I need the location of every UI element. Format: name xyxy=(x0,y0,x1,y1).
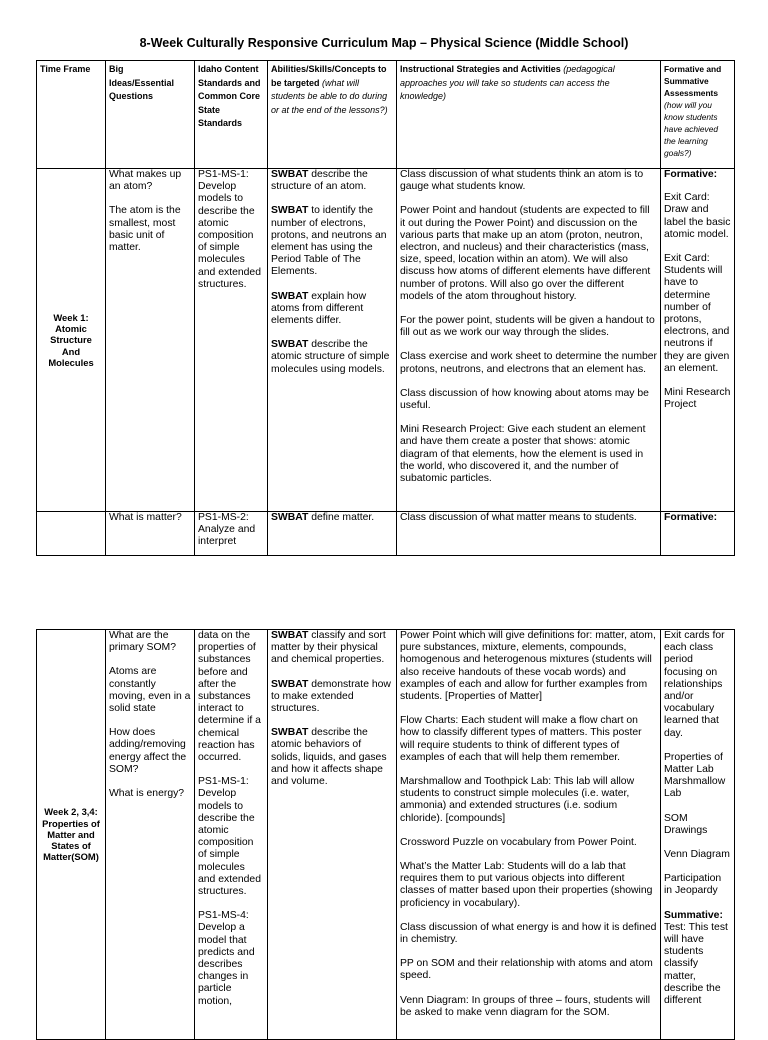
assessment-item: Exit Card: Draw and label the basic atomic model. xyxy=(664,192,731,240)
strategy-item: Class exercise and work sheet to determine the number protons, neutrons, and electrons that an element has. xyxy=(400,351,658,375)
skill-item xyxy=(271,679,393,716)
assessment-item: SOM Drawings xyxy=(664,812,708,836)
swbat-label: SWBAT xyxy=(271,678,309,690)
header-big-ideas-label: Big Ideas/Essential Questions xyxy=(109,64,175,101)
big-idea-item: What makes up an atom? xyxy=(109,169,182,193)
table-header-row xyxy=(37,61,735,169)
skills-week-2-4 xyxy=(268,630,397,1040)
header-standards-label: Idaho Content Standards and Common Core State Standards xyxy=(198,64,261,128)
strategy-item: What’s the Matter Lab: Students will do a lab that requires them to put various objects into different classes of matter based upon their properties (showing proficiency in vocabulary). xyxy=(400,861,653,909)
assessments-matter: Formative: xyxy=(661,512,735,556)
skill-text: describe the atomic structure of simple molecules using models. xyxy=(271,339,390,375)
big-ideas-matter: What is matter? xyxy=(106,512,195,556)
swbat-label: SWBAT xyxy=(271,290,309,302)
strategy-item: For the power point, students will be given a handout to fill out as we work our way through the slides. xyxy=(400,315,655,339)
standard-item: PS1-MS-4: Develop a model that predicts and describes changes in particle motion, xyxy=(198,910,255,1007)
skill-item xyxy=(271,630,393,667)
header-strategies-note: (pedagogical approaches you will take so students can access the knowledge) xyxy=(400,64,615,101)
assessment-item: Venn Diagram xyxy=(664,849,730,861)
document-title: 8-Week Culturally Responsive Curriculum Map – Physical Science (Middle School) xyxy=(139,36,629,50)
swbat-label: SWBAT xyxy=(271,630,309,641)
summative-text: Test: This test will have students classify matter, describe the different xyxy=(664,921,728,1007)
skills-matter xyxy=(268,512,397,556)
skill-text: to identify the number of electrons, protons, and neutrons an element has using the Period Table of The Elements. xyxy=(271,205,387,278)
swbat-label: SWBAT xyxy=(271,512,309,523)
skill-item xyxy=(271,205,393,278)
swbat-label: SWBAT xyxy=(271,169,309,180)
assessment-item: Properties of Matter Lab Marshmallow Lab xyxy=(664,751,726,800)
assessments-week-2-4 xyxy=(661,630,735,1040)
skill-item xyxy=(271,169,393,193)
header-time-frame-label: Time Frame xyxy=(40,64,91,74)
skill-text: classify and sort matter by their physical and chemical properties. xyxy=(271,630,386,666)
big-ideas-week-2-4 xyxy=(106,630,195,1040)
header-skills xyxy=(268,61,397,169)
standard-item: data on the properties of substances before and after the substances interact to determine if a chemical reaction has occurred. xyxy=(198,630,261,764)
header-time-frame xyxy=(37,61,106,169)
header-assessments-note: (how will you know students have achieved the learning goals?) xyxy=(664,100,719,158)
assessment-item: Mini Research Project xyxy=(664,387,731,411)
skills-week-1 xyxy=(268,169,397,512)
standards-week-2-4 xyxy=(195,630,268,1040)
time-frame-week-2-4: Week 2, 3,4: Properties of Matter and States of Matter(SOM) xyxy=(37,630,106,1040)
swbat-label: SWBAT xyxy=(271,339,309,351)
strategies-week-1 xyxy=(397,169,661,512)
skill-item xyxy=(271,291,393,328)
big-idea-item: What is energy? xyxy=(109,788,185,800)
header-standards xyxy=(195,61,268,169)
assessment-item: Exit cards for each class period focusing on relationships and/or vocabulary learned that day. xyxy=(664,630,725,739)
skill-item xyxy=(271,339,393,376)
standards-matter: PS1-MS-2: Analyze and interpret xyxy=(195,512,268,556)
skill-text: define matter. xyxy=(308,512,375,523)
strategy-item: PP on SOM and their relationship with atoms and atom speed. xyxy=(400,958,653,982)
strategy-item: Flow Charts: Each student will make a flow chart on how to classify different types of matters. This poster will require students to think of different types of examples of each that will help them remember. xyxy=(400,715,642,763)
strategy-item: Class discussion of what students think an atom is to gauge what students know. xyxy=(400,169,644,193)
standard-item: PS1-MS-1: Develop models to describe the atomic composition of simple molecules and extended structures. xyxy=(198,169,261,290)
table-row-week-1-matter xyxy=(37,512,735,556)
curriculum-table-page-2 xyxy=(36,629,735,1040)
table-row-week-2-4 xyxy=(37,630,735,1040)
strategy-item: Marshmallow and Toothpick Lab: This lab will allow students to construct simple molecules (i.e. water, ammonia) and extended structures (i.e. sodium chloride). [compounds] xyxy=(400,776,635,824)
swbat-label: SWBAT xyxy=(271,727,309,739)
strategy-item: Venn Diagram: In groups of three – fours, students will be asked to make venn diagram for the SOM. xyxy=(400,994,651,1018)
big-idea-item: Atoms are constantly moving, even in a solid state xyxy=(109,666,191,715)
skill-text: describe the structure of an atom. xyxy=(271,169,368,193)
strategy-item: Class discussion of what energy is and how it is defined in chemistry. xyxy=(400,921,657,946)
formative-label: Formative: xyxy=(664,169,718,180)
strategy-item: Power Point and handout (students are expected to fill it out during the Power Point) and discussion on the various parts that make up an atom (proton, neutron, electron, and nucleus) and their characteristics (mass, size, speed, location within an atom). We will also discuss how atoms of different elements have different number of protons. Will also go over the different models of the atom throughout history. xyxy=(400,205,651,302)
big-idea-item: How does adding/removing energy affect the SOM? xyxy=(109,727,187,775)
time-frame-empty xyxy=(37,512,106,556)
summative-label: Summative: xyxy=(664,909,723,921)
strategy-item: Mini Research Project: Give each student an element and have them create a poster that shows: atomic diagram of that elements, how the element is used in the world, who discovered it, and the number of subatomic particles. xyxy=(400,424,646,485)
header-strategies xyxy=(397,61,661,169)
big-idea-item: The atom is the smallest, most basic unit of matter. xyxy=(109,205,181,254)
summative-item xyxy=(664,910,731,1008)
assessment-item: Participation in Jeopardy xyxy=(664,873,722,897)
strategy-item: Class discussion of how knowing about atoms may be useful. xyxy=(400,387,649,412)
swbat-label: SWBAT xyxy=(271,205,309,217)
header-big-ideas xyxy=(106,61,195,169)
skill-text: describe the atomic behaviors of solids, liquids, and gases and how it affects shape and volume. xyxy=(271,727,387,788)
header-strategies-label: Instructional Strategies and Activities xyxy=(400,64,561,74)
assessment-item: Exit Card: Students will have to determine number of protons, electrons, and neutrons if they are given an element. xyxy=(664,253,730,374)
assessments-week-1 xyxy=(661,169,735,512)
table-row-week-1 xyxy=(37,169,735,512)
header-skills-note: (what will students be able to do during or at the end of the lessons?) xyxy=(271,77,388,115)
header-assessments xyxy=(661,61,735,169)
header-skills-label: Abilities/Skills/Concepts to be targeted xyxy=(271,64,387,88)
time-frame-week-1: Week 1: Atomic Structure And Molecules xyxy=(37,169,106,512)
big-idea-item: What are the primary SOM? xyxy=(109,630,176,654)
strategy-item: Power Point which will give definitions for: matter, atom, pure substances, mixture, elements, compounds, homogenous and heterogenous mixtures (students will also receive handouts of these vocab words) and examples of each and allow for further examples from students. [Properties of Matter] xyxy=(400,630,656,703)
header-assessments-label: Formative and Summative Assessments xyxy=(664,64,722,98)
skill-text: explain how atoms from different elements differ. xyxy=(271,290,367,327)
standards-week-1 xyxy=(195,169,268,512)
strategies-matter: Class discussion of what matter means to students. xyxy=(397,512,661,556)
strategies-week-2-4 xyxy=(397,630,661,1040)
standard-item: PS1-MS-1: Develop models to describe the atomic composition of simple molecules and extended structures. xyxy=(198,776,261,898)
big-ideas-week-1 xyxy=(106,169,195,512)
skill-text: demonstrate how to make extended structures. xyxy=(271,678,391,715)
skill-item xyxy=(271,727,393,788)
curriculum-table-page-1 xyxy=(36,60,735,556)
strategy-item: Crossword Puzzle on vocabulary from Power Point. xyxy=(400,836,637,848)
